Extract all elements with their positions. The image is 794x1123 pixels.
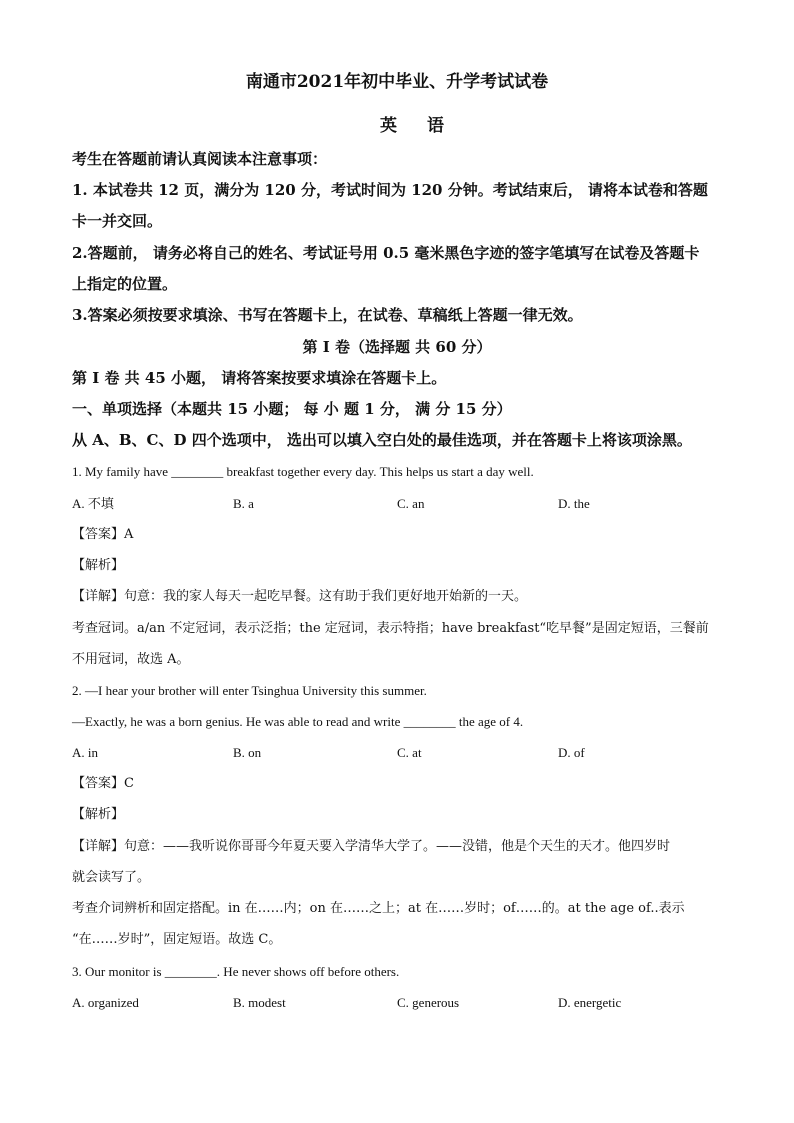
question-1-option-d: D. the	[558, 496, 590, 511]
notice-item-1: 1. 本试卷共 12 页，满分为 120 分，考试时间为 120 分钟。考试结束后， 请将本试卷和答题	[72, 181, 708, 199]
question-2-option-b: B. on	[233, 745, 262, 760]
question-1-answer: 【答案】A	[72, 527, 134, 542]
question-3-option-c: C. generous	[397, 995, 460, 1010]
part1-instruction: 第 I 卷 共 45 小题， 请将答案按要求填涂在答题卡上。	[72, 369, 447, 387]
notice-item-3: 3.答案必须按要求填涂、书写在答题卡上，在试卷、草稿纸上答题一律无效。	[72, 306, 583, 324]
question-2-option-d: D. of	[558, 745, 585, 760]
question-1-option-a: A. 不填	[72, 496, 114, 511]
question-2-answer: 【答案】C	[72, 776, 134, 791]
question-2-analysis-label: 【解析】	[72, 807, 125, 822]
question-1-option-c: C. an	[397, 496, 425, 511]
question-2-detail: 【详解】句意：——我听说你哥哥今年夏天要入学清华大学了。——没错，他是个天生的天才。他四岁时	[72, 839, 671, 854]
part1-heading: 第 I 卷（选择题 共 60 分）	[302, 338, 492, 356]
notice-item-1-cont: 卡一并交回。	[72, 212, 163, 230]
question-2-explanation-cont: “在……岁时”，固定短语。故选 C。	[72, 932, 282, 947]
question-2-option-c: C. at	[397, 745, 422, 760]
question-2-explanation: 考查介词辨析和固定搭配。in 在……内；on 在……之上；at 在……岁时；of……的。at the age of..表示	[72, 901, 685, 916]
question-1-detail: 【详解】句意：我的家人每天一起吃早餐。这有助于我们更好地开始新的一天。	[72, 589, 528, 604]
section-instruction: 从 A、B、C、D 四个选项中， 选出可以填入空白处的最佳选项，并在答题卡上将该项涂黑。	[72, 431, 692, 449]
question-3-option-d: D. energetic	[558, 995, 622, 1010]
question-1-explanation-cont: 不用冠词，故选 A。	[72, 652, 190, 667]
section-title: 一、单项选择（本题共 15 小题； 每 小 题 1 分， 满 分 15 分）	[72, 400, 512, 418]
question-2-stem: 2. —I hear your brother will enter Tsinghua University this summer.	[72, 683, 427, 698]
notice-item-2-cont: 上指定的位置。	[72, 275, 178, 293]
question-2-option-a: A. in	[72, 745, 98, 760]
notice-heading: 考生在答题前请认真阅读本注意事项：	[72, 150, 328, 168]
subject-heading: 英语	[380, 116, 474, 136]
notice-item-2: 2.答题前， 请务必将自己的姓名、考试证号用 0.5 毫米黑色字迹的签字笔填写在试卷及答题卡	[72, 244, 700, 262]
question-1-option-b: B. a	[233, 496, 254, 511]
question-1-stem: 1. My family have ________ breakfast together every day. This helps us start a day well.	[72, 464, 534, 479]
exam-title: 南通市2021年初中毕业、升学考试试卷	[245, 72, 549, 92]
question-2-stem-reply: —Exactly, he was a born genius. He was able to read and write ________ the age of 4.	[72, 714, 524, 729]
question-1-explanation: 考查冠词。a/an 不定冠词，表示泛指；the 定冠词，表示特指；have breakfast“吃早餐”是固定短语，三餐前	[72, 621, 709, 636]
question-1-analysis-label: 【解析】	[72, 558, 125, 573]
question-3-option-a: A. organized	[72, 995, 139, 1010]
question-3-option-b: B. modest	[233, 995, 286, 1010]
question-2-detail-cont: 就会读写了。	[72, 870, 151, 885]
question-3-stem: 3. Our monitor is ________. He never shows off before others.	[72, 964, 400, 979]
